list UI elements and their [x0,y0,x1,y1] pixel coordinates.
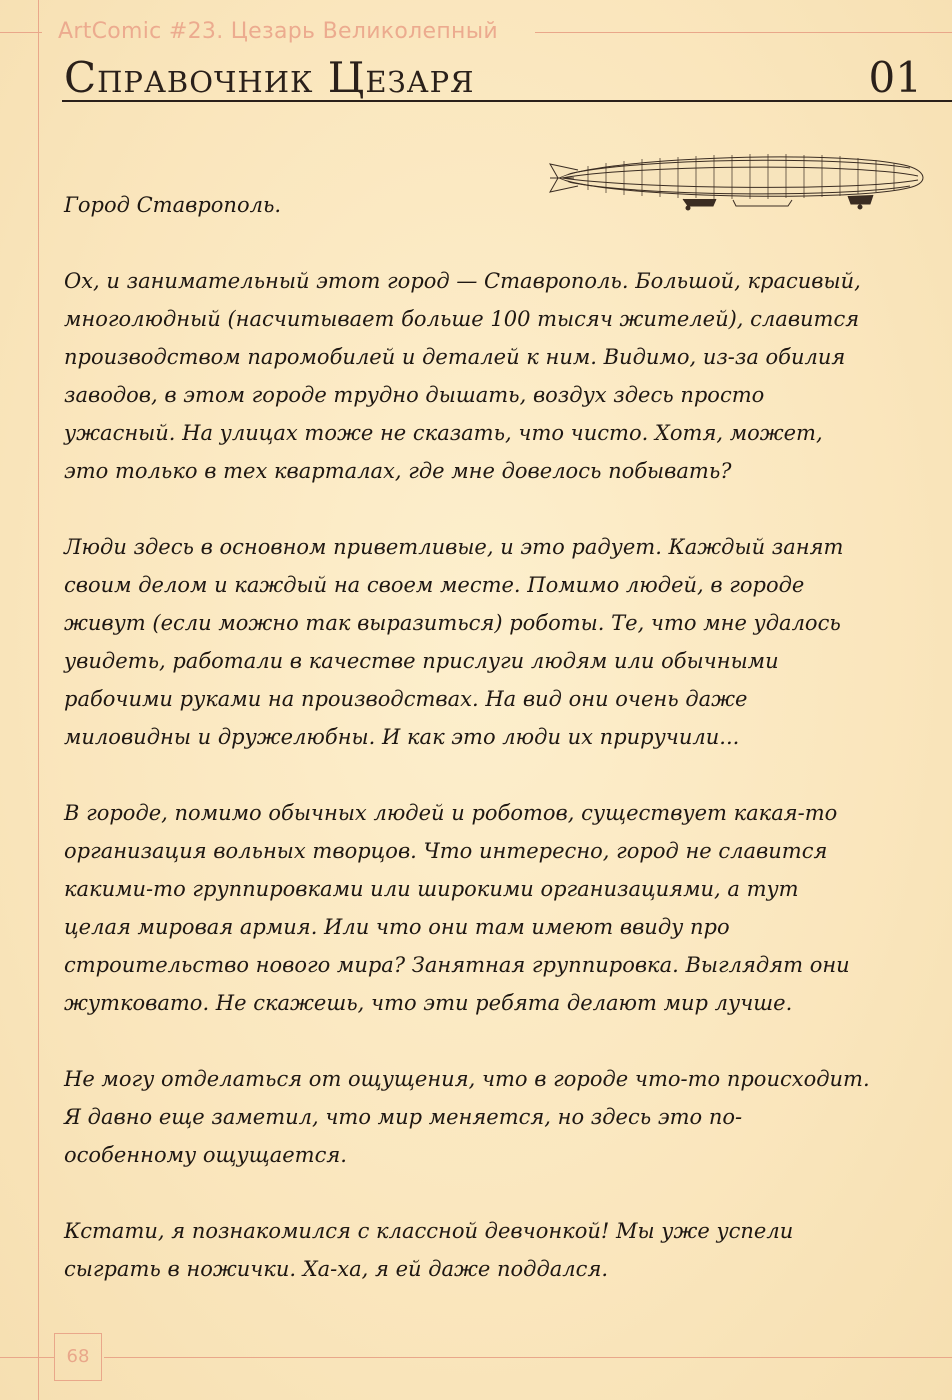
series-title: ArtComic #23. Цезарь Великолепный [58,19,498,44]
page-folio: 68 [54,1333,102,1381]
title-underline [62,100,952,102]
footer-rule-left [0,1357,54,1358]
paragraph: Ох, и занимательный этот город — Ставрополь. Большой, красивый, многолюдный (насчитывает больше 100 тысяч жителей), славится производством паромобилей и деталей к ним. Видимо, из-за обилия заводов, в этом городе трудно дышать, воздух здесь просто ужасный. На улицах тоже не сказать, что чисто. Хотя, может, это только в тех кварталах, где мне довелось побывать? [64,269,861,483]
journal-body [64,186,870,1326]
footer-rule-right [104,1357,952,1358]
paragraph: Кстати, я познакомился с классной девчонкой! Мы уже успели сыграть в ножички. Ха-ха, я ей даже поддался. [64,1219,794,1281]
page-title: Справочник Цезаря [64,53,475,102]
paragraph: Люди здесь в основном приветливые, и это радует. Каждый занят своим делом и каждый на своем месте. Помимо людей, в городе живут (если можно так выразиться) роботы. Те, что мне удалось увидеть, работали в качестве прислуги людям или обычными рабочими руками на производствах. На вид они очень даже миловидны и дружелюбны. И как это люди их приручили... [64,535,844,749]
left-margin-rule [38,0,39,1400]
paragraph: В городе, помимо обычных людей и роботов, существует какая-то организация вольных творцов. Что интересно, город не славится какими-то группировками или широкими организациями, а тут целая мировая армия. Или что они там имеют ввиду про строительство нового мира? Занятная группировка. Выглядят они жутковато. Не скажешь, что эти ребята делают мир лучше. [64,801,850,1015]
chapter-number: 01 [868,53,922,102]
header-rule-left [0,32,42,33]
paragraph: Не могу отделаться от ощущения, что в городе что-то происходит. Я давно еще заметил, что мир меняется, но здесь это по-особенному ощущается. [64,1067,870,1167]
header-rule-right [535,32,952,33]
entry-heading: Город Ставрополь. [64,193,282,217]
